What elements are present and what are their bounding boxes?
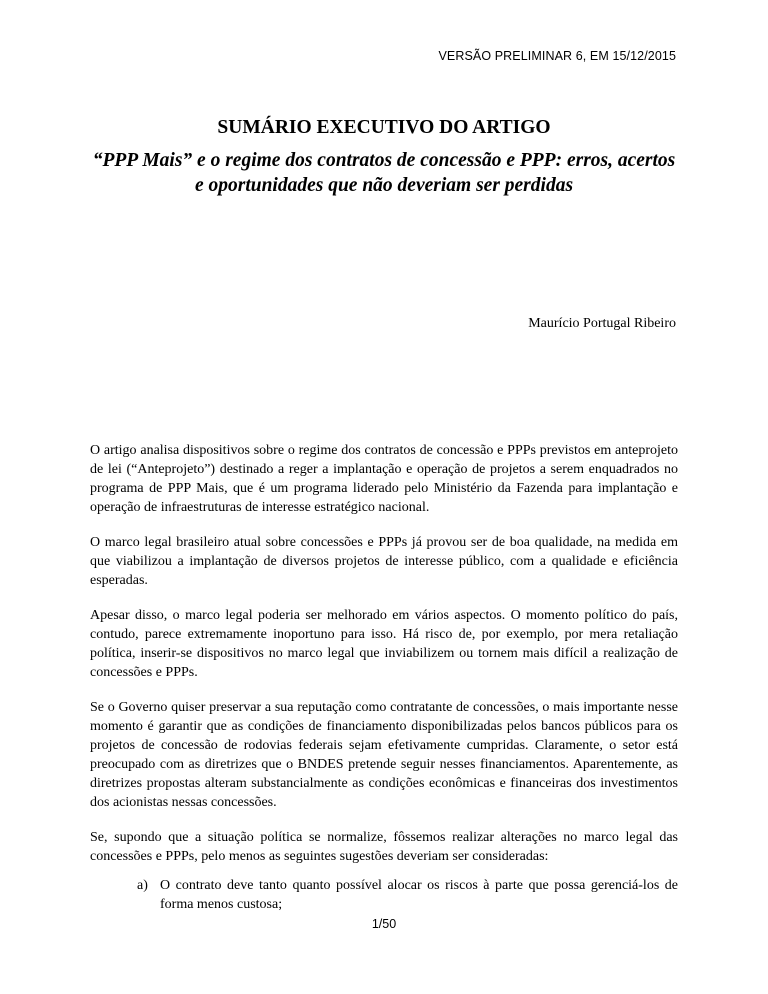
document-body <box>90 441 678 914</box>
document-subtitle: “PPP Mais” e o regime dos contratos de concessão e PPP: erros, acertos e oportunidades que não deveriam ser perdidas <box>92 150 676 196</box>
author-name: Maurício Portugal Ribeiro <box>528 316 676 331</box>
paragraph-1: O artigo analisa dispositivos sobre o regime dos contratos de concessão e PPPs previstos em anteprojeto de lei (“Anteprojeto”) destinado a reger a implantação e operação de projetos a serem enquadrados no programa de PPP Mais, que é um programa liderado pelo Ministério da Fazenda para implantação e operação de infraestruturas de interesse estratégico nacional. <box>90 443 678 515</box>
list-marker: a) <box>137 878 148 893</box>
paragraph-5: Se, supondo que a situação política se normalize, fôssemos realizar alterações no marco legal das concessões e PPPs, pelo menos as seguintes sugestões deveriam ser consideradas: <box>90 830 678 864</box>
paragraph-2: O marco legal brasileiro atual sobre concessões e PPPs já provou ser de boa qualidade, na medida em que viabilizou a implantação de diversos projetos de interesse público, com a qualidade e eficiência esperadas. <box>90 535 678 588</box>
list-item-text: O contrato deve tanto quanto possível alocar os riscos à parte que possa gerenciá-los de forma menos custosa; <box>160 878 678 912</box>
version-note: VERSÃO PRELIMINAR 6, EM 15/12/2015 <box>438 49 676 63</box>
paragraph-3: Apesar disso, o marco legal poderia ser melhorado em vários aspectos. O momento político do país, contudo, parece extremamente inoportuno para isso. Há risco de, por exemplo, por mera retaliação política, inserir-se dispositivos no marco legal que inviabilizem ou tornem mais difícil a realização de concessões e PPPs. <box>90 608 678 680</box>
list-item <box>137 876 678 914</box>
suggestions-list <box>90 876 678 914</box>
paragraph-4: Se o Governo quiser preservar a sua reputação como contratante de concessões, o mais importante nesse momento é garantir que as condições de financiamento disponibilizadas pelos bancos públicos para os projetos de concessão de rodovias federais sejam efetivamente cumpridas. Claramente, o setor está preocupado com as diretrizes que o BNDES pretende seguir nesses financiamentos. Aparentemente, as diretrizes propostas alteram substancialmente as condições econômicas e financeiras dos investimentos dos acionistas nessas concessões. <box>90 700 678 810</box>
document-title: SUMÁRIO EXECUTIVO DO ARTIGO <box>217 117 551 138</box>
page-number: 1/50 <box>371 917 397 931</box>
